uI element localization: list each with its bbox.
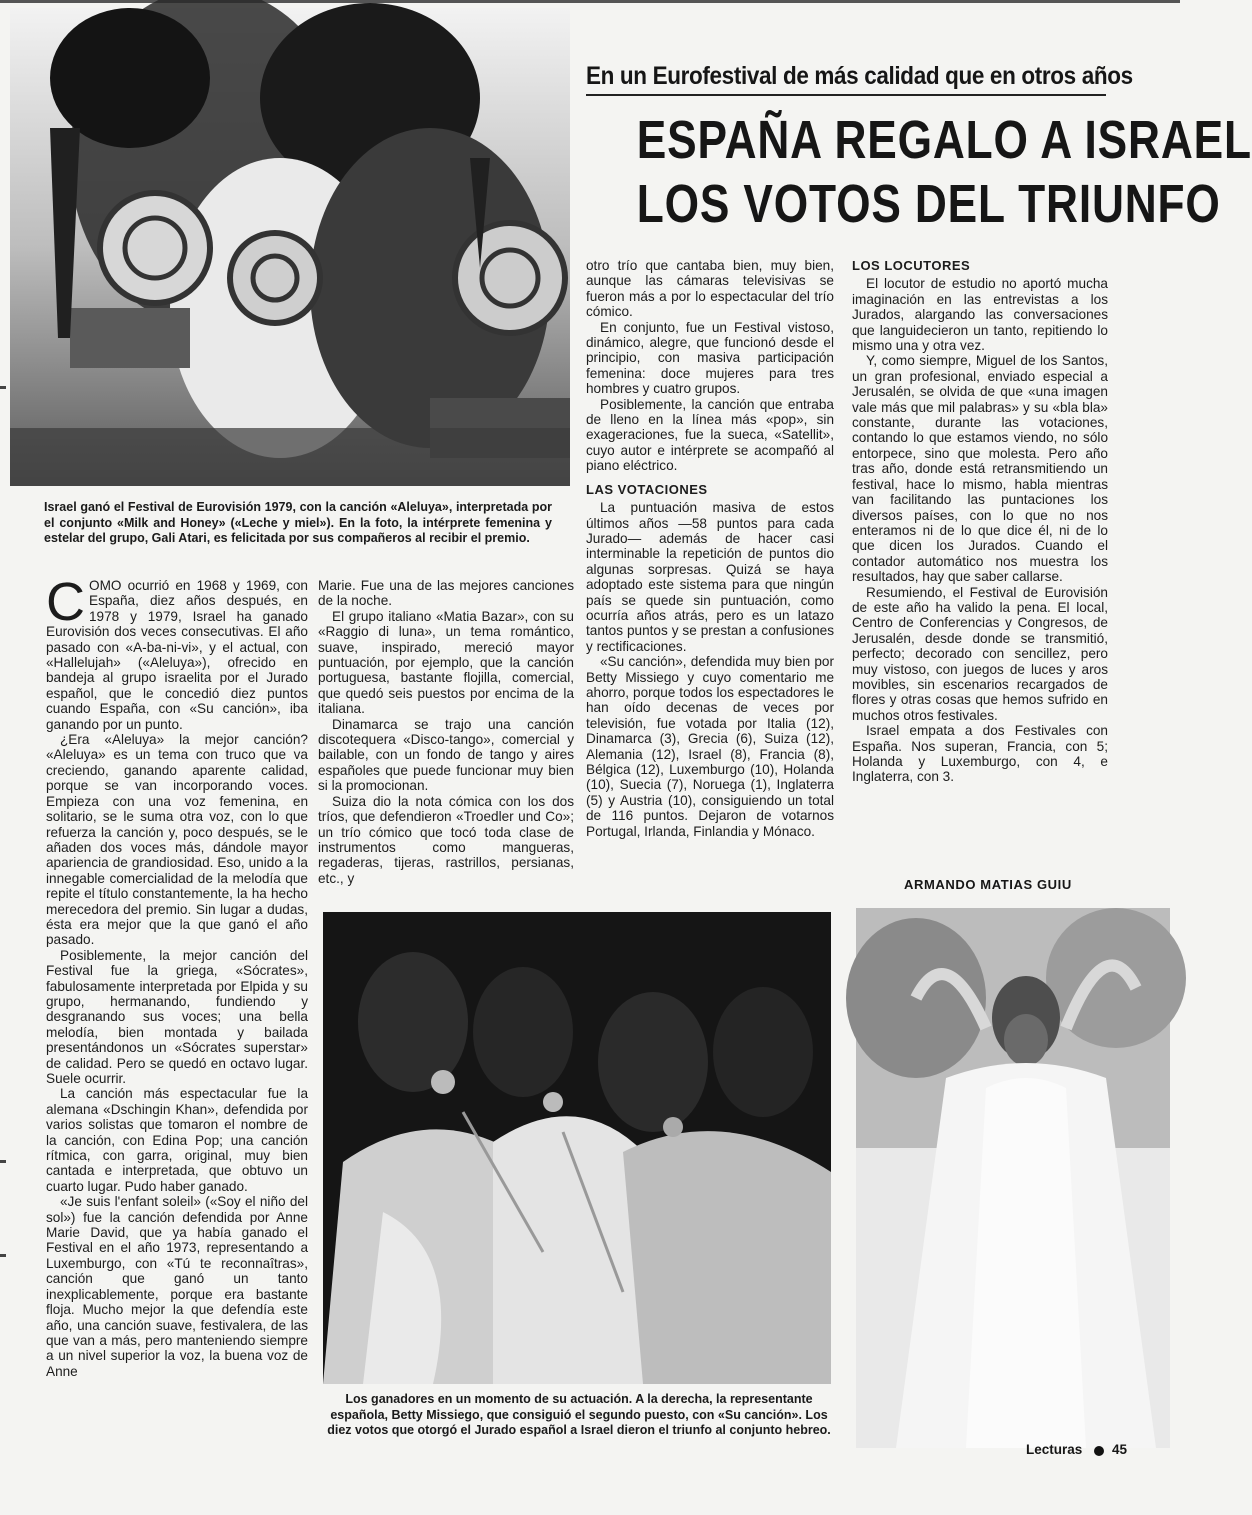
paragraph: ¿Era «Aleluya» la mejor canción? «Aleluya» es un tema con truco que va creciendo, ganando aparente calidad, porque se van incorporando voces. Empieza con una voz femenina, en solitario, se le suma otra voz, con lo que refuerza la canción y, poco después, se le añaden dos voces más, dándole mayor apariencia de grandiosidad. Eso, unido a la innegable comercialidad de la melodía que repite el título constantemente, la ha hecho merecedora del premio. Sin lugar a dudas, ésta era mejor que la que ganó el año pasado. bbox=[46, 732, 308, 948]
paragraph: Suiza dio la nota cómica con los dos tríos, que defendieron «Troedler und Co»; un trío cómico que tocó toda clase de instrumentos como mangueras, regaderas, tijeras, rastrillos, persianas, etc., y bbox=[318, 793, 574, 886]
headline-line-1: ESPAÑA REGALO A ISRAEL bbox=[636, 110, 1252, 170]
bullet-dot bbox=[1094, 1446, 1104, 1456]
magazine-name: Lecturas bbox=[1026, 1442, 1083, 1457]
paragraph: Dinamarca se trajo una canción discotequera «Disco-tango», comercial y bailable, con un fondo de tango y aires españoles que puede funcionar muy bien si la promocionan. bbox=[318, 716, 574, 794]
article-column-4 bbox=[852, 258, 1108, 785]
margin-mark bbox=[0, 1160, 6, 1163]
paragraph: El locutor de estudio no aportó mucha imaginación en las entrevistas a los Jurados, alargando las conversaciones que languidecieron un tanto, repitiendo lo mismo una y otra vez. bbox=[852, 276, 1108, 354]
paragraph: La canción más espectacular fue la alemana «Dschingin Khan», defendida por varios solistas que tomaron el nombre de la canción, con Edina Pop; una canción rítmica, con garra, original, muy bien cantada e interpretada, que obtuvo un cuarto lugar. Pudo haber ganado. bbox=[46, 1086, 308, 1194]
section-heading-locutores: LOS LOCUTORES bbox=[852, 258, 971, 273]
kicker-rule bbox=[586, 94, 1106, 96]
margin-mark bbox=[0, 386, 6, 389]
margin-mark bbox=[0, 1254, 6, 1257]
paragraph: Posiblemente, la canción que entraba de lleno en la línea más «pop», sin exageraciones, fue la sueca, «Satellit», cuyo autor e intérprete se acompañó al piano eléctrico. bbox=[586, 396, 834, 474]
page-number: 45 bbox=[1112, 1442, 1128, 1457]
paragraph: Y, como siempre, Miguel de los Santos, un gran profesional, enviado especial a Jerusalén, se olvida de que «una imagen vale más que mil palabras» y su «bla bla» constante, durante las votaciones, contando lo que estamos viendo, no sólo entorpece, sino que molesta. Pero año tras año, donde está retransmitiendo un festival, hace lo mismo, habla mientras van facilitando las puntaciones los diversos países, con lo que no nos enteramos ni de lo que dice él, ni de lo que dicen los Jurados. Cuando el contador automático nos muestra los resultados, hay que saber callarse. bbox=[852, 353, 1108, 585]
paragraph: «Je suis l'enfant soleil» («Soy el niño del sol») fue la canción defendida por Anne Marie David, que ya había ganado el Festival en el año 1973, representando a Luxemburgo, con «Tú te reconnaîtras», canción que ganó un tanto inexplicablemente, porque era bastante floja. Mucho mejor la que defendía este año, una canción suave, festivalera, de las que van a más, pero manteniendo siempre a un nivel superior la voz, la buena voz de Anne bbox=[46, 1194, 308, 1379]
caption-bottom-photo: Los ganadores en un momento de su actuación. A la derecha, la representante española, Betty Missiego, que consiguió el segundo puesto, con «Su canción». Los diez votos que otorgó el Jurado español a Israel dieron el triunfo al conjunto hebreo. bbox=[327, 1392, 831, 1437]
article-column-3 bbox=[586, 258, 834, 839]
photo-betty-missiego bbox=[856, 908, 1170, 1448]
photo-award-celebration bbox=[10, 8, 570, 486]
article-kicker: En un Eurofestival de más calidad que en otros años bbox=[586, 62, 1133, 90]
photo-winners-performance bbox=[323, 912, 831, 1384]
article-column-1 bbox=[46, 572, 308, 1379]
paragraph: El grupo italiano «Matia Bazar», con su «Raggio di luna», un tema romántico, suave, inspirado, mereció mayor puntuación, por ejemplo, que la canción portuguesa, bastante flojilla, comercial, que quedó seis puestos por encima de la italiana. bbox=[318, 608, 574, 717]
paragraph: Resumiendo, el Festival de Eurovisión de este año ha valido la pena. El local, Centro de Conferencias y Congresos, de Jerusalén, desde donde se transmitió, perfecto; decorado con sencillez, pero muy vistoso, con juegos de luces y aros movibles, sin escenarios recargados de flores y otras cosas que hemos sufrido en muchos otros festivales. bbox=[852, 584, 1108, 723]
caption-top-photo: Israel ganó el Festival de Eurovisión 1979, con la canción «Aleluya», interpretada por el conjunto «Milk and Honey» («Leche y miel»). En la foto, la intérprete femenina y estelar del grupo, Gali Atari, es felicitada por sus compañeros al recibir el premio. bbox=[44, 500, 552, 545]
paragraph: Posiblemente, la mejor canción del Festival fue la griega, «Sócrates», fabulosamente interpretada por Elpida y su grupo, hermanando, fundiendo y desgranando sus voces; una bella melodía, bien montada y bailada presentándonos un «Sócrates superstar» de calidad. Pero se quedó en octavo lugar. Suele ocurrir. bbox=[46, 947, 308, 1086]
article-headline bbox=[636, 108, 1252, 236]
drop-cap: C bbox=[46, 572, 85, 632]
section-heading-votaciones: LAS VOTACIONES bbox=[586, 481, 708, 497]
paragraph: En conjunto, fue un Festival vistoso, dinámico, alegre, que funcionó desde el principio, con masiva participación femenina: doce mujeres para tres hombres y cuatro grupos. bbox=[586, 319, 834, 397]
article-column-2 bbox=[318, 578, 574, 886]
headline-line-2: LOS VOTOS DEL TRIUNFO bbox=[636, 174, 1221, 234]
paragraph: otro trío que cantaba bien, muy bien, aunque las cámaras televisivas se fueron más a por lo espectacular del trío cómico. bbox=[586, 258, 834, 320]
author-byline: ARMANDO MATIAS GUIU bbox=[904, 877, 1072, 892]
paragraph: Marie. Fue una de las mejores canciones de la noche. bbox=[318, 578, 574, 609]
paragraph: Israel empata a dos Festivales con España. Nos superan, Francia, con 5; Holanda y Luxemburgo, con 4, e Inglaterra, con 3. bbox=[852, 723, 1108, 785]
paragraph: «Su canción», defendida muy bien por Betty Missiego y cuyo comentario me ahorro, porque todos los espectadores le han oído decenas de veces por televisión, fue votada por Italia (12), Dinamarca (3), Grecia (6), Suiza (12), Alemania (12), Israel (8), Francia (8), Bélgica (12), Luxemburgo (10), Holanda (10), Suecia (7), Noruega (1), Inglaterra (5) y Austria (10), consiguiendo un total de 116 puntos. Dejaron de votarnos Portugal, Irlanda, Finlandia y Mónaco. bbox=[586, 654, 834, 839]
paragraph: COMO ocurrió en 1968 y 1969, con España, diez años después, en 1978 y 1979, Israel ha ganado Eurovisión dos veces consecutivas. El año pasado con «A-ba-ni-vi», y el actual, con «Hallelujah» («Aleluya»), ofrecido en bandeja al grupo israelita por el Jurado español, que le concedió diez puntos cuando España, con «Su canción», iba ganando por un punto. bbox=[46, 572, 308, 732]
paragraph: La puntuación masiva de estos últimos años —58 puntos para cada Jurado— además de hacer casi interminable la repetición de puntos dio algunas sorpresas. Quizá se haya adoptado este sistema para que ningún país se quede sin puntuación, como ocurría años atrás, pero es un latazo tantos puntos y se prestan a confusiones y rectificaciones. bbox=[586, 500, 834, 654]
